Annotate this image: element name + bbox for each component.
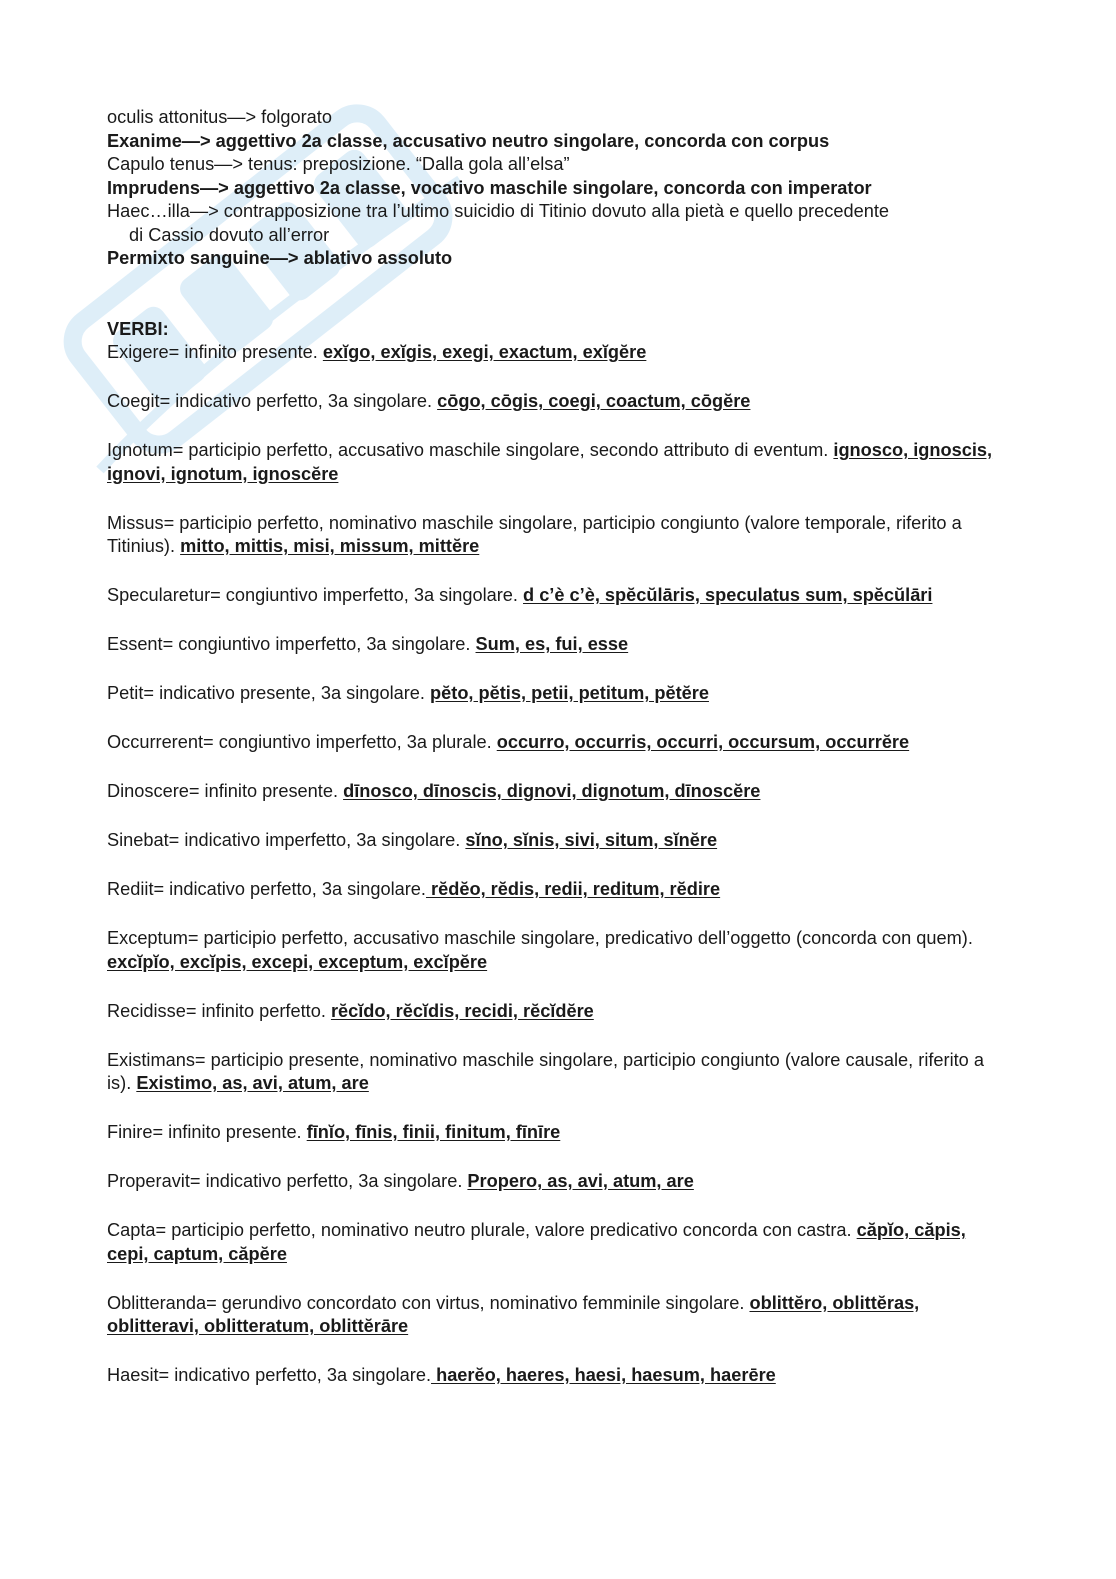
verb-principal-parts: excĭpĭo, excĭpis, excepi, exceptum, excĭpĕre: [107, 951, 488, 972]
verb-description: Oblitteranda= gerundivo concordato con virtus, nominativo femminile singolare.: [107, 1292, 750, 1313]
verb-principal-parts: oblittĕro, oblittĕras, oblitteravi, oblitteratum, oblittĕrāre: [107, 1292, 920, 1336]
verb-entry: [107, 1000, 1002, 1024]
verb-principal-parts: d c’è c’è, spĕcŭlāris, speculatus sum, spĕcŭlāri: [523, 585, 933, 605]
verb-principal-parts: mitto, mittis, misi, missum, mittĕre: [180, 536, 480, 556]
verb-principal-parts: Propero, as, avi, atum, are: [467, 1171, 694, 1191]
note-line: Imprudens—> aggettivo 2a classe, vocativo maschile singolare, concorda con imperator: [107, 177, 872, 198]
verb-entry: [107, 1219, 1002, 1266]
verb-principal-parts: pĕto, pĕtis, petii, petitum, pĕtĕre: [430, 683, 709, 703]
verb-principal-parts: occurro, occurris, occurri, occursum, occurrĕre: [496, 732, 910, 752]
verb-entry: [107, 341, 1002, 365]
section-heading-verbi: VERBI:: [107, 318, 169, 339]
note-line: oculis attonitus—> folgorato: [107, 107, 332, 127]
verb-entry: [107, 512, 1002, 559]
verb-description: Missus= participio perfetto, nominativo maschile singolare, participio congiunto (valore temporale, riferito a Titinius).: [107, 512, 962, 556]
verb-principal-parts: dīnosco, dīnoscis, dignovi, dignotum, dīnoscĕre: [343, 781, 761, 801]
verb-principal-parts: cōgo, cōgis, coegi, coactum, cōgĕre: [437, 391, 751, 411]
verb-principal-parts: exĭgo, exĭgis, exegi, exactum, exĭgĕre: [322, 342, 647, 362]
verb-principal-parts: rĕdĕo, rĕdis, redii, reditum, rĕdire: [425, 879, 721, 899]
document-page: [107, 106, 1002, 1413]
verb-description: Dinoscere= infinito presente.: [107, 781, 344, 801]
verb-entry: [107, 1292, 1002, 1339]
verb-principal-parts: rĕcĭdo, rĕcĭdis, recidi, rĕcĭdĕre: [330, 1000, 594, 1021]
verb-entry: [107, 682, 1002, 706]
verb-principal-parts: Sum, es, fui, esse: [475, 634, 629, 654]
verb-description: Petit= indicativo presente, 3a singolare.: [107, 683, 431, 703]
verb-entry: [107, 390, 1002, 414]
verb-description: Finire= infinito presente.: [107, 1122, 307, 1142]
verb-description: Rediit= indicativo perfetto, 3a singolare.: [107, 879, 426, 899]
verb-entry: [107, 1364, 1002, 1388]
verb-entry: [107, 1049, 1002, 1096]
verb-principal-parts: ignosco, ignoscis, ignovi, ignotum, ignoscĕre: [107, 440, 993, 484]
verb-description: Exigere= infinito presente.: [107, 342, 323, 362]
note-line: Exanime—> aggettivo 2a classe, accusativo neutro singolare, concorda con corpus: [107, 130, 830, 151]
verb-description: Coegit= indicativo perfetto, 3a singolare.: [107, 391, 438, 411]
verb-description: Ignotum= participio perfetto, accusativo maschile singolare, secondo attributo di eventum.: [107, 440, 834, 460]
verb-principal-parts: căpĭo, căpis, cepi, captum, căpĕre: [107, 1220, 966, 1264]
verb-entry: [107, 829, 1002, 853]
verb-principal-parts: Existimo, as, avi, atum, are: [136, 1073, 369, 1093]
verb-entry: [107, 731, 1002, 755]
verb-entry: [107, 878, 1002, 902]
note-line: di Cassio dovuto all’error: [129, 224, 330, 245]
note-line: Permixto sanguine—> ablativo assoluto: [107, 248, 453, 268]
notes-block: [107, 106, 1002, 271]
verb-description: Recidisse= infinito perfetto.: [107, 1000, 331, 1021]
verb-entry: [107, 439, 1002, 486]
verb-description: Haesit= indicativo perfetto, 3a singolare.: [107, 1365, 432, 1385]
verb-entry: [107, 927, 1002, 974]
verb-entry: [107, 780, 1002, 804]
verb-description: Exceptum= participio perfetto, accusativo maschile singolare, predicativo dell’oggetto (concorda con quem).: [107, 928, 973, 948]
verb-entry: [107, 1170, 1002, 1194]
verb-description: Sinebat= indicativo imperfetto, 3a singolare.: [107, 830, 466, 850]
verb-entry: [107, 1121, 1002, 1145]
verb-description: Properavit= indicativo perfetto, 3a singolare.: [107, 1171, 468, 1191]
verb-description: Specularetur= congiuntivo imperfetto, 3a singolare.: [107, 585, 524, 605]
verbs-list: [107, 341, 1002, 1388]
verb-description: Essent= congiuntivo imperfetto, 3a singolare.: [107, 634, 476, 654]
note-line: Capulo tenus—> tenus: preposizione. “Dalla gola all’elsa”: [107, 154, 570, 174]
note-line: Haec…illa—> contrapposizione tra l’ultimo suicidio di Titinio dovuto alla pietà e quello precedente: [107, 201, 889, 221]
verb-entry: [107, 584, 1002, 608]
verb-principal-parts: sĭno, sĭnis, sivi, situm, sĭnĕre: [465, 830, 718, 850]
verb-description: Occurrerent= congiuntivo imperfetto, 3a plurale.: [107, 732, 497, 752]
verb-description: Capta= participio perfetto, nominativo neutro plurale, valore predicativo concorda con castra.: [107, 1220, 857, 1240]
verb-description: Existimans= participio presente, nominativo maschile singolare, participio congiunto (valore causale, riferito a is).: [107, 1049, 984, 1093]
verb-entry: [107, 633, 1002, 657]
spacer: [107, 271, 1002, 318]
verb-principal-parts: haerĕo, haeres, haesi, haesum, haerēre: [431, 1365, 776, 1385]
verb-principal-parts: fīnĭo, fīnis, finii, finitum, fīnīre: [306, 1122, 561, 1142]
